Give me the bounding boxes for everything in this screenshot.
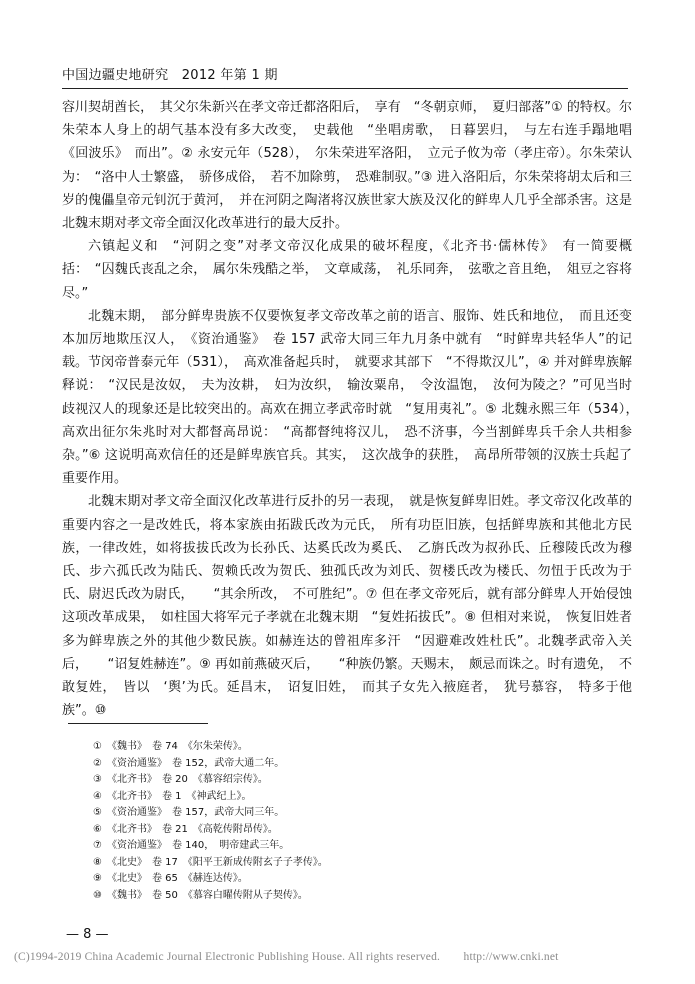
- footnote: ⑩ 《魏书》 卷 50 《慕容白曜传附从子契传》。: [93, 889, 308, 901]
- footnote: ⑧ 《北史》 卷 17 《阳平王新成传附玄子子孝传》。: [93, 856, 328, 868]
- page-number: — 8 —: [66, 927, 109, 942]
- paragraph: 北魏末期， 部分鲜卑贵族不仅要恢复孝文帝改革之前的语言、服饰、姓氏和地位， 而且还变本加厉地欺压汉人， 《资治通鉴》 卷 157 武帝大同三年九月条中就有 “时鲜卑共轻华人”的记载。节闵帝普泰元年（531）， 高欢准备起兵时， 就要求其部下 “不得欺汉儿”，④ 并对鲜卑族解释说： “汉民是汝奴， 夫为汝耕， 妇为汝织， 输汝粟帛， 令汝温饱， 汝何为陵之？”可见当时歧视汉人的现象还是比较突出的。高欢在拥立孝武帝时就 “复用夷礼”。⑤ 北魏永熙三年（534）， 高欢出征尔朱兆时对大都督高昂说： “高都督纯将汉儿， 恐不济事，今当割鲜卑兵千余人共相参杂。”⑥ 这说明高欢信任的还是鲜卑族官兵。其实， 这次战争的获胜， 高昂所带领的汉族士兵起了重要作用。: [62, 308, 646, 487]
- paragraph: 北魏末期对孝文帝全面汉化改革进行反扑的另一表现， 就是恢复鲜卑旧姓。孝文帝汉化改革的重要内容之一是改姓氏，将本家族由拓跋氏改为元氏， 所有功臣旧族，包括鲜卑族和其他北方民族，一律改姓，如将拔拔氏改为长孙氏、达奚氏改为奚氏、 乙旃氏改为叔孙氏、丘穆陵氏改为穆氏、步六孤氏改为陆氏、贺赖氏改为贺氏、独孤氏改为刘氏、贺楼氏改为楼氏、勿忸于氏改为于氏、尉迟氏改为尉氏， “其余所改， 不可胜纪”。⑦ 但在孝文帝死后，就有部分鲜卑人开始侵蚀这项改革成果， 如柱国大将军元子孝就在北魏末期 “复姓拓拔氏”。⑧ 但相对来说， 恢复旧姓者多为鲜卑族之外的其他少数民族。如赫连达的曾祖库多汗 “因避难改姓杜氏”。北魏孝武帝入关后， “诏复姓赫连”。⑨ 再如前燕破灭后， “种族仍繁。天赐末， 颇忌而诛之。时有遗免， 不敢复姓， 皆以 ‘舆’为氏。延昌末， 诏复旧姓， 而其子女先入掖庭者， 犹号慕容， 特多于他族”。⑩: [62, 494, 632, 719]
- article-body: [62, 96, 646, 722]
- footnote: ② 《资治通鉴》 卷 152，武帝大通二年。: [93, 757, 285, 769]
- footnotes: [93, 739, 613, 904]
- footnote: ⑤ 《资治通鉴》 卷 157，武帝大同三年。: [93, 807, 285, 818]
- paragraph: 六镇起义和 “河阴之变”对孝文帝汉化成果的破坏程度，《北齐书·儒林传》 有一简要概括： “囚魏氏丧乱之余， 属尔朱残酷之举， 文章咸荡， 礼乐同奔， 弦歌之音且绝， 俎豆之容将尽。”: [62, 239, 632, 301]
- footnote: ⑦ 《资治通鉴》 卷 140， 明帝建武三年。: [93, 840, 290, 851]
- paragraph: 容川契胡酋长， 其父尔朱新兴在孝文帝迁都洛阳后， 享有 “冬朝京师， 夏归部落”① 的特权。尔朱荣本人身上的胡气基本没有多大改变， 史载他 “坐唱虏歌， 日暮罢归， 与左右连手蹋地唱 《回波乐》 而出”。② 永安元年（528）， 尔朱荣进军洛阳， 立元子攸为帝（孝庄帝）。尔朱荣认为： “洛中人士繁盛， 骄侈成俗， 若不加除剪， 恐难制驭。”③ 进入洛阳后，尔朱荣将胡太后和三岁的傀儡皇帝元钊沉于黄河， 并在河阴之陶渚将汉族世家大族及汉化的鲜卑人几乎全部杀害。这是北魏末期对孝文帝全面汉化改革进行的最大反扑。: [62, 100, 646, 232]
- footnote: ③ 《北齐书》 卷 20 《慕容绍宗传》。: [93, 774, 268, 785]
- footnote: ⑥ 《北齐书》 卷 21 《高乾传附昂传》。: [93, 823, 278, 835]
- footnote: ⑨ 《北史》 卷 65 《赫连达传》。: [93, 873, 248, 884]
- footnote-divider: [68, 723, 208, 724]
- copyright-notice: (C)1994-2019 China Academic Journal Electronic Publishing House. All rights reserved. http://www.cnki.net: [14, 951, 559, 963]
- header-divider: [62, 88, 628, 89]
- journal-header: 中国边疆史地研究 2012 年第 1 期: [62, 68, 278, 83]
- footnote: ① 《魏书》 卷 74 《尔朱荣传》。: [93, 741, 248, 752]
- footnote: ④ 《北齐书》 卷 1 《神武纪上》。: [93, 790, 252, 802]
